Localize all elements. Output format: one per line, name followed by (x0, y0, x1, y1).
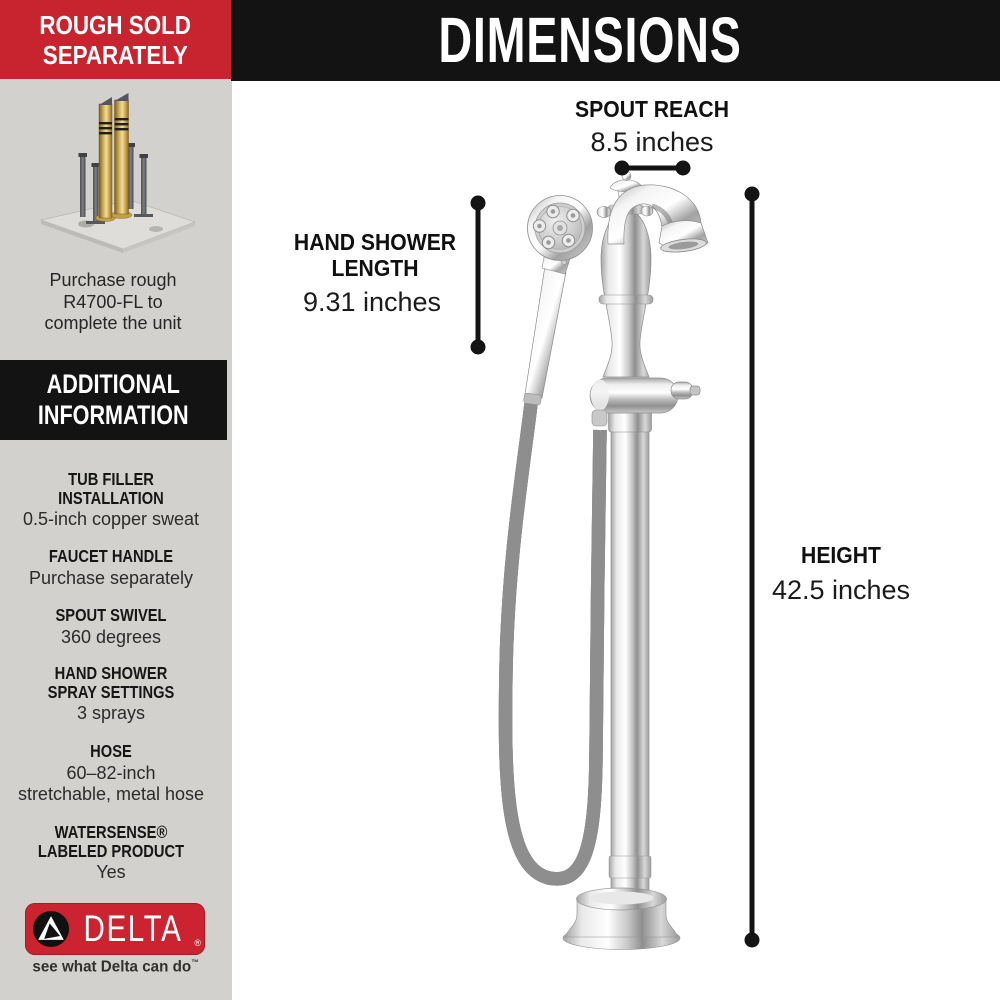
floor-riser-pipe (609, 408, 652, 902)
trademark-mark: ™ (191, 958, 200, 967)
rough-purchase-note (0, 270, 226, 335)
height-label: HEIGHT (801, 542, 881, 568)
additional-banner-line1: ADDITIONAL (46, 369, 181, 399)
spout-reach-label: SPOUT REACH (575, 96, 729, 122)
delta-triangle-icon (32, 910, 70, 948)
spec-hand-shower-spray-settings (0, 664, 222, 724)
height-line (745, 187, 759, 947)
spec-value: Yes (96, 862, 126, 882)
plate-hole (149, 226, 163, 232)
spec-tub-filler-installation (0, 470, 222, 530)
hand-shower (523, 196, 592, 406)
spec-spout-swivel (0, 606, 222, 648)
spec-watersense (0, 823, 222, 883)
hand-shower-length-value: 9.31 inches (302, 287, 442, 317)
spec-label: SPOUT SWIVEL (55, 605, 167, 625)
spec-label: TUB FILLER INSTALLATION (58, 469, 164, 508)
delta-logo (25, 903, 205, 955)
delta-tagline: see what Delta can do™ (32, 958, 200, 976)
spec-faucet-handle (0, 547, 222, 589)
spec-value: 3 sprays (76, 703, 146, 723)
spec-value: 360 degrees (60, 626, 162, 647)
additional-banner-line2: INFORMATION (38, 400, 189, 430)
spec-label: HOSE (90, 741, 132, 761)
spec-label: HAND SHOWER SPRAY SETTINGS (47, 663, 175, 702)
spec-value: 60–82-inch stretchable, metal hose (17, 762, 205, 804)
spec-value: 0.5-inch copper sweat (22, 509, 200, 529)
spec-hose (0, 742, 222, 805)
sidebar (0, 0, 232, 1000)
spout (608, 185, 708, 254)
spout-reach-value: 8.5 inches (590, 127, 714, 157)
additional-information-banner (0, 360, 227, 440)
hand-shower-length-label: HAND SHOWER LENGTH (293, 229, 457, 281)
faucet-column (597, 205, 653, 377)
brass-tubes (96, 93, 133, 222)
delta-wordmark: DELTA (83, 907, 183, 949)
rough-banner-line1: ROUGH SOLD (39, 9, 192, 40)
faucet-base (563, 888, 680, 950)
dimensions-header (231, 0, 1000, 81)
rough-sold-separately-banner (0, 0, 231, 79)
rough-note-line1: Purchase rough (49, 270, 177, 290)
rough-note-line3: complete the unit (44, 313, 182, 333)
rough-note-line2: R4700-FL to (63, 291, 163, 312)
spec-value: Purchase separately (28, 567, 194, 588)
height-value: 42.5 inches (771, 575, 911, 605)
spout-reach-line (615, 161, 690, 175)
rough-banner-line2: SEPARATELY (43, 39, 188, 70)
spec-label: WATERSENSE® LABELED PRODUCT (37, 822, 185, 861)
registered-mark: ® (194, 938, 201, 948)
spec-label: FAUCET HANDLE (48, 546, 174, 566)
hand-shower-hose (505, 404, 600, 879)
page-title: DIMENSIONS (438, 4, 742, 76)
rough-valve-image (28, 92, 208, 260)
hand-shower-length-line (471, 196, 485, 354)
